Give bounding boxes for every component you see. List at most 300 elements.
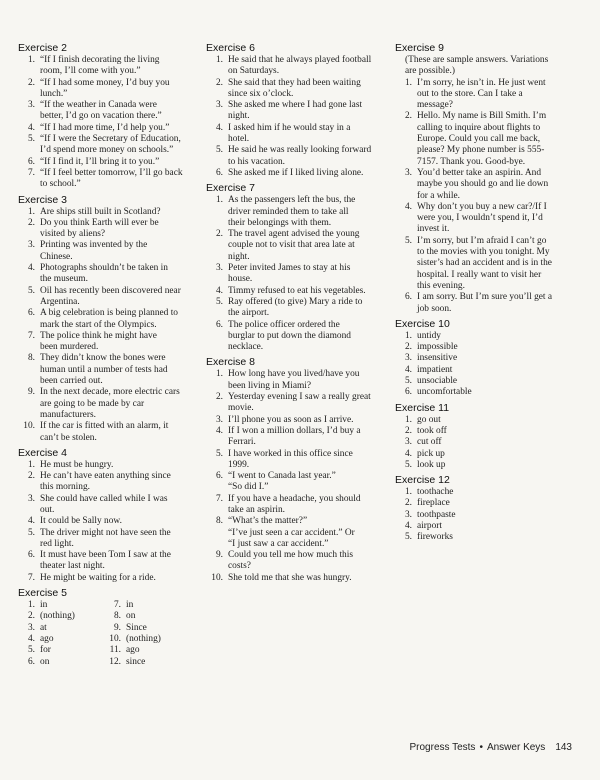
- answer-line: Hello. My name is Bill Smith. I’m: [417, 111, 547, 122]
- answer-line: A big celebration is being planned to: [40, 308, 178, 319]
- answer-number: 10.: [23, 421, 35, 432]
- answer-text: [228, 471, 380, 494]
- answer-number: 9.: [113, 622, 121, 633]
- answer-item: [18, 611, 104, 622]
- answer-text: [228, 516, 380, 550]
- page-footer: [409, 742, 572, 753]
- exercise-title: Exercise 2: [18, 42, 68, 54]
- answer-item: [18, 207, 192, 218]
- answer-number: 2.: [27, 471, 35, 482]
- answer-text: [40, 528, 192, 551]
- exercise-title: Exercise 10: [395, 317, 450, 330]
- exercise-section: [395, 42, 579, 315]
- answer-line: this evening.: [417, 280, 465, 291]
- answer-number: 1.: [215, 369, 223, 380]
- answer-item: [104, 600, 190, 611]
- exercise-title: Exercise 9: [395, 42, 445, 54]
- answer-number: 1.: [404, 487, 412, 498]
- exercise-section: [395, 474, 579, 543]
- answer-list: [395, 78, 579, 315]
- answer-text: [40, 308, 192, 331]
- answer-line: job soon.: [417, 303, 452, 314]
- column-3: [395, 42, 579, 547]
- exercise-section: [18, 42, 192, 191]
- answer-text: [40, 353, 192, 387]
- answer-item: [395, 111, 579, 167]
- exercise-section: [18, 194, 192, 444]
- answer-list: [18, 460, 192, 584]
- answer-line: house.: [228, 274, 253, 285]
- footer-bullet: •: [479, 742, 483, 753]
- answer-item: [18, 600, 104, 611]
- answer-line: mark the start of the Olympics.: [40, 319, 157, 330]
- answer-item: [18, 623, 104, 634]
- exercise-section: [206, 356, 380, 584]
- answer-item: [206, 55, 380, 78]
- answer-number: 3.: [27, 100, 35, 111]
- answer-item: [18, 55, 192, 78]
- answer-line: I have worked in this office since: [228, 448, 353, 459]
- answer-text: [417, 510, 579, 521]
- answer-item: [18, 331, 192, 354]
- answer-list: [206, 369, 380, 584]
- answer-item: [395, 202, 579, 236]
- answer-number: 2.: [27, 77, 35, 88]
- answer-item: [18, 494, 192, 517]
- answer-number: 3.: [27, 240, 35, 251]
- answer-text: [417, 111, 579, 167]
- answer-item: [395, 460, 579, 471]
- answer-line: movie.: [228, 403, 254, 414]
- answer-item: [206, 297, 380, 320]
- answer-item: [206, 100, 380, 123]
- answer-number: 1.: [404, 330, 412, 341]
- answer-number: 7.: [113, 600, 121, 611]
- answer-number: 4.: [404, 364, 412, 375]
- answer-item: [206, 392, 380, 415]
- answer-number: 9.: [215, 550, 223, 561]
- answer-number: 6.: [215, 471, 223, 482]
- answer-list: [206, 195, 380, 353]
- answer-text: [417, 387, 579, 398]
- answer-number: 6.: [404, 387, 412, 398]
- answer-line: since six o’clock.: [228, 88, 294, 99]
- answer-number: 3.: [404, 509, 412, 520]
- answer-number: 4.: [404, 201, 412, 212]
- answer-number: 11.: [109, 645, 121, 656]
- column-1: [18, 42, 192, 671]
- answer-line: “If the weather in Canada were: [40, 100, 157, 111]
- answer-line: “I’ve just seen a car accident.” Or: [228, 527, 355, 538]
- answer-text: [40, 494, 192, 517]
- answer-text: [417, 487, 579, 498]
- answer-item: [395, 521, 579, 532]
- answer-text: [40, 611, 104, 622]
- answer-line: to school.”: [40, 179, 81, 190]
- answer-line: to his vacation.: [228, 156, 286, 167]
- answer-number: 6.: [404, 292, 412, 303]
- answer-line: Why don’t you buy a new car?/If I: [417, 201, 547, 212]
- answer-text: [40, 623, 104, 634]
- answer-number: 6.: [27, 550, 35, 561]
- answer-line: necklace.: [228, 342, 264, 353]
- answer-number: 1.: [27, 459, 35, 470]
- answer-line: Could you tell me how much this: [228, 550, 353, 561]
- answer-line: In the next decade, more electric cars: [40, 387, 180, 398]
- column-2: [206, 42, 380, 587]
- exercise-title: Exercise 7: [206, 182, 256, 195]
- answer-line: “So did I.”: [228, 482, 269, 493]
- answer-line: red light.: [40, 538, 74, 549]
- answer-line: Peter invited James to stay at his: [228, 263, 351, 274]
- answer-line: It could be Sally now.: [40, 516, 122, 527]
- answer-line: Europe. Could you call me back,: [417, 134, 541, 145]
- answer-line: She told me that she was hungry.: [228, 572, 352, 583]
- answer-item: [206, 573, 380, 584]
- answer-line: insensitive: [417, 353, 458, 364]
- answer-list: [206, 55, 380, 179]
- answer-item: [206, 550, 380, 573]
- answer-item: [206, 263, 380, 286]
- answer-line: She said that they had been waiting: [228, 77, 361, 88]
- answer-text: [228, 145, 380, 168]
- answer-item: [206, 123, 380, 146]
- answer-item: [206, 369, 380, 392]
- answer-line: “If I had more time, I’d help you.”: [40, 122, 170, 133]
- answer-item: [206, 426, 380, 449]
- answer-line: impossible: [417, 342, 458, 353]
- answer-item: [395, 365, 579, 376]
- answer-text: [228, 415, 380, 426]
- exercise-title: Exercise 12: [395, 474, 450, 487]
- answer-line: to the movies with you tonight. My: [417, 247, 550, 258]
- answer-line: for: [40, 645, 51, 656]
- answer-line: They didn’t know the bones were: [40, 353, 166, 364]
- answer-line: “If I feel better tomorrow, I’ll go back: [40, 167, 183, 178]
- answer-text: [40, 218, 192, 241]
- answer-line: He can’t have eaten anything since: [40, 471, 171, 482]
- answer-text: [228, 55, 380, 78]
- answer-line: “If I were the Secretary of Education,: [40, 134, 181, 145]
- answer-number: 3.: [404, 167, 412, 178]
- answer-text: [228, 494, 380, 517]
- answer-line: for a while.: [417, 190, 460, 201]
- answer-item: [18, 123, 192, 134]
- exercise-note: (These are sample answers. Variations: [405, 55, 549, 65]
- answer-line: I’ll phone you as soon as I arrive.: [228, 414, 354, 425]
- answer-number: 6.: [27, 156, 35, 167]
- answer-number: 5.: [404, 376, 412, 387]
- answer-number: 2.: [404, 342, 412, 353]
- answer-line: look up: [417, 459, 446, 470]
- answer-text: [417, 437, 579, 448]
- answer-line: 7157. Thank you. Good-bye.: [417, 156, 526, 167]
- answer-text: [417, 532, 579, 543]
- answer-number: 2.: [27, 217, 35, 228]
- answer-line: He must be hungry.: [40, 459, 114, 470]
- answer-text: [228, 168, 380, 179]
- answer-number: 2.: [404, 498, 412, 509]
- answer-text: [40, 387, 192, 421]
- answer-text: [417, 498, 579, 509]
- answer-line: fireworks: [417, 532, 453, 543]
- answer-line: this morning.: [40, 482, 91, 493]
- answer-line: I’m sorry, he isn’t in. He just went: [417, 77, 546, 88]
- answer-number: 8.: [27, 353, 35, 364]
- exercise-title: Exercise 3: [18, 193, 68, 206]
- answer-line: message?: [417, 100, 453, 111]
- answer-item: [104, 611, 190, 622]
- answer-number: 1.: [404, 77, 412, 88]
- answer-text: [126, 623, 190, 634]
- answer-text: [126, 600, 190, 611]
- answer-number: 3.: [215, 100, 223, 111]
- answer-text: [417, 78, 579, 112]
- answer-line: Since: [126, 622, 147, 633]
- answer-item: [18, 308, 192, 331]
- answer-line: The police think he might have: [40, 330, 157, 341]
- answer-text: [40, 550, 192, 573]
- answer-item: [395, 415, 579, 426]
- answer-item: [206, 168, 380, 179]
- answer-item: [395, 510, 579, 521]
- answer-item: [395, 487, 579, 498]
- answer-number: 5.: [215, 296, 223, 307]
- answer-text: [40, 516, 192, 527]
- exercise-section: [18, 447, 192, 584]
- answer-line: in: [126, 600, 134, 611]
- exercise-section: [395, 402, 579, 471]
- answer-text: [228, 229, 380, 263]
- answer-number: 4.: [27, 516, 35, 527]
- answer-line: the airport.: [228, 308, 270, 319]
- answer-line: It must have been Tom I saw at the: [40, 550, 171, 561]
- answer-text: [40, 100, 192, 123]
- answer-number: 1.: [27, 206, 35, 217]
- answer-number: 6.: [215, 167, 223, 178]
- answer-line: calling to inquire about flights to: [417, 122, 541, 133]
- answer-line: been carried out.: [40, 376, 103, 387]
- answer-text: [417, 365, 579, 376]
- answer-line: Ray offered (to give) Mary a ride to: [228, 296, 363, 307]
- answer-item: [395, 353, 579, 364]
- answer-line: out.: [40, 504, 55, 515]
- answer-line: their belongings with them.: [228, 217, 332, 228]
- answer-item: [18, 134, 192, 157]
- answer-number: 5.: [27, 645, 35, 656]
- answer-text: [228, 392, 380, 415]
- answer-number: 3.: [27, 493, 35, 504]
- answer-item: [104, 623, 190, 634]
- answer-number: 1.: [215, 195, 223, 206]
- answer-item: [18, 516, 192, 527]
- answer-line: Timmy refused to eat his vegetables.: [228, 285, 366, 296]
- answer-line: untidy: [417, 330, 441, 341]
- answer-number: 4.: [404, 448, 412, 459]
- answer-line: please? My phone number is 555-: [417, 145, 545, 156]
- answer-line: invest it.: [417, 224, 450, 235]
- answer-text: [228, 369, 380, 392]
- answer-item: [395, 498, 579, 509]
- answer-item: [206, 78, 380, 101]
- answer-text: [417, 202, 579, 236]
- answer-number: 12.: [109, 656, 121, 667]
- answer-text: [40, 123, 192, 134]
- answer-number: 8.: [113, 611, 121, 622]
- answer-number: 3.: [215, 263, 223, 274]
- answer-line: She asked me if I liked living alone.: [228, 167, 364, 178]
- answer-item: [18, 550, 192, 573]
- answer-line: manufacturers.: [40, 409, 96, 420]
- answer-item: [18, 528, 192, 551]
- answer-item: [206, 494, 380, 517]
- answer-line: room, I’ll come with you.”: [40, 66, 141, 77]
- answer-line: theater last night.: [40, 561, 105, 572]
- answer-line: (nothing): [126, 633, 161, 644]
- answer-number: 10.: [109, 633, 121, 644]
- answer-item: [395, 331, 579, 342]
- answer-line: toothpaste: [417, 509, 456, 520]
- answer-line: He said he was really looking forward: [228, 145, 372, 156]
- answer-grid: [18, 600, 192, 668]
- answer-line: 1999.: [228, 459, 250, 470]
- answer-text: [228, 263, 380, 286]
- answer-line: go out: [417, 414, 441, 425]
- answer-item: [395, 437, 579, 448]
- answer-line: “If I had some money, I’d buy you: [40, 77, 170, 88]
- answer-item: [395, 236, 579, 292]
- exercise-title: Exercise 5: [18, 587, 68, 600]
- answer-text: [228, 286, 380, 297]
- answer-line: You’d better take an aspirin. And: [417, 167, 542, 178]
- answer-number: 6.: [215, 319, 223, 330]
- answer-text: [228, 78, 380, 101]
- answer-line: (nothing): [40, 611, 75, 622]
- answer-line: on: [40, 656, 50, 667]
- exercise-note: are possible.): [405, 66, 455, 77]
- answer-number: 4.: [215, 122, 223, 133]
- answer-line: ago: [126, 645, 140, 656]
- exercise-title: Exercise 4: [18, 446, 68, 459]
- answer-text: [228, 426, 380, 449]
- answer-item: [18, 263, 192, 286]
- answer-item: [206, 195, 380, 229]
- answer-number: 6.: [27, 308, 35, 319]
- answer-line: Yesterday evening I saw a really great: [228, 392, 371, 403]
- answer-text: [40, 157, 192, 168]
- answer-text: [40, 78, 192, 101]
- answer-line: since: [126, 656, 146, 667]
- answer-text: [417, 376, 579, 387]
- answer-text: [228, 550, 380, 573]
- answer-line: human until a number of tests had: [40, 364, 168, 375]
- answer-line: I am sorry. But I’m sure you’ll get a: [417, 292, 553, 303]
- answer-line: uncomfortable: [417, 387, 472, 398]
- answer-number: 7.: [27, 330, 35, 341]
- answer-list: [395, 415, 579, 471]
- answer-line: burglar to put down the diamond: [228, 330, 351, 341]
- answer-number: 7.: [215, 493, 223, 504]
- answer-item: [206, 415, 380, 426]
- answer-text: [417, 426, 579, 437]
- answer-list: [18, 55, 192, 191]
- answer-text: [228, 573, 380, 584]
- answer-line: I’m sorry, but I’m afraid I can’t go: [417, 235, 547, 246]
- answer-line: Do you think Earth will ever be: [40, 217, 159, 228]
- answer-line: The police officer ordered the: [228, 319, 340, 330]
- exercise-section: [206, 42, 380, 179]
- answer-text: [40, 471, 192, 494]
- answer-line: better, I’d go on vacation there.”: [40, 111, 162, 122]
- answer-line: If I won a million dollars, I’d buy a: [228, 425, 361, 436]
- answer-line: “If I finish decorating the living: [40, 55, 160, 65]
- answer-line: fireplace: [417, 498, 450, 509]
- answer-line: take an aspirin.: [228, 504, 286, 515]
- answer-text: [228, 320, 380, 354]
- answer-number: 4.: [215, 425, 223, 436]
- answer-line: at: [40, 622, 47, 633]
- answer-number: 5.: [215, 448, 223, 459]
- exercise-section: [18, 587, 192, 668]
- answer-item: [206, 320, 380, 354]
- answer-item: [18, 353, 192, 387]
- answer-number: 3.: [27, 622, 35, 633]
- answer-number: 1.: [404, 414, 412, 425]
- answer-line: ago: [40, 633, 54, 644]
- answer-line: unsociable: [417, 376, 458, 387]
- answer-text: [40, 573, 192, 584]
- answer-line: night.: [228, 251, 250, 262]
- answer-line: on Saturdays.: [228, 66, 280, 77]
- answer-number: 5.: [27, 134, 35, 145]
- answer-line: Chinese.: [40, 251, 73, 262]
- answer-line: The travel agent advised the young: [228, 229, 360, 240]
- answer-number: 6.: [27, 656, 35, 667]
- answer-item: [206, 516, 380, 550]
- answer-line: cut off: [417, 437, 442, 448]
- answer-item: [395, 376, 579, 387]
- answer-line: “If I find it, I’ll bring it to you.”: [40, 156, 160, 167]
- answer-item: [395, 449, 579, 460]
- answer-number: 5.: [215, 145, 223, 156]
- answer-number: 2.: [215, 77, 223, 88]
- answer-line: If the car is fitted with an alarm, it: [40, 421, 169, 432]
- answer-list: [18, 207, 192, 444]
- answer-item: [395, 342, 579, 353]
- answer-line: Oil has recently been discovered near: [40, 285, 181, 296]
- answer-item: [206, 449, 380, 472]
- exercise-title: Exercise 6: [206, 42, 256, 54]
- answer-line: couple not to visit that area late at: [228, 240, 355, 251]
- answer-line: are going to be made by car: [40, 398, 145, 409]
- answer-text: [417, 342, 579, 353]
- answer-item: [395, 168, 579, 202]
- answer-text: [126, 611, 190, 622]
- answer-item: [18, 421, 192, 444]
- answer-line: were you, I wouldn’t spend it, I’d: [417, 213, 543, 224]
- answer-line: She asked me where I had gone last: [228, 100, 363, 111]
- exercise-title: Exercise 11: [395, 401, 450, 414]
- answer-text: [40, 263, 192, 286]
- answer-text: [228, 195, 380, 229]
- answer-line: Argentina.: [40, 296, 80, 307]
- answer-item: [395, 387, 579, 398]
- answer-text: [228, 123, 380, 146]
- answer-list: [395, 487, 579, 543]
- answer-item: [18, 634, 104, 645]
- answer-item: [104, 657, 190, 668]
- answer-text: [417, 521, 579, 532]
